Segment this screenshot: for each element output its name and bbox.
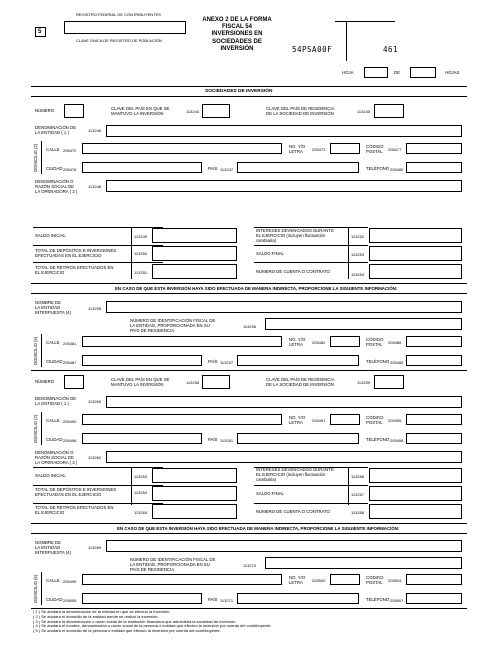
clave-pais-residencia-label — [266, 378, 334, 388]
pais-label: PAÍS — [208, 597, 218, 602]
no-letra-label — [289, 576, 305, 586]
label-line: LA ENTIDAD — [35, 544, 61, 550]
pais-field[interactable] — [237, 593, 359, 604]
calle-label: CALLE — [46, 578, 60, 583]
code: 113263 — [134, 474, 148, 479]
title-line-5: INVERSIÓN — [220, 45, 254, 52]
label-line: DENOMINACIÓN O — [35, 450, 74, 455]
hojas-total-field[interactable] — [410, 67, 436, 78]
label-line: MANTUVO LA INVERSIÓN — [111, 110, 164, 116]
codigo-postal-field[interactable] — [406, 143, 462, 154]
code: 113245 — [357, 109, 371, 114]
ciudad-field[interactable] — [82, 593, 202, 604]
label-line: DENOMINACIÓN DE — [35, 125, 77, 130]
denominacion-entidad-label — [35, 126, 76, 136]
code: 113269 — [88, 545, 102, 550]
grid-rule — [254, 262, 368, 263]
indirect-banner: EN CASO DE QUE ESTA INVERSIÓN HAYA SIDO EFECTUADA DE MANERA INDIRECTA, PROPORCIONE LA SIGUIENTE INFORMACIÓN: — [115, 286, 398, 291]
header-stamp-bar — [335, 21, 395, 22]
total-retiros-field[interactable] — [152, 264, 237, 279]
handwritten-code: 54PSA00F — [292, 45, 333, 54]
numero-field[interactable] — [64, 104, 84, 118]
pais-field[interactable] — [237, 433, 359, 444]
grid-rule — [33, 262, 163, 263]
label-line: EFECTUADAS EN EL EJERCICIO — [35, 252, 102, 258]
footnote: ( 4 ) Se anotará el nombre, denominación o razón social de la persona o entidad que efectuó la inversión por cuenta del contribuyente. — [33, 623, 272, 629]
pais-field[interactable] — [237, 355, 359, 366]
code: 113265 — [134, 510, 148, 515]
denominacion-entidad-field[interactable] — [106, 396, 462, 408]
footnotes — [33, 610, 272, 634]
numero-identificacion-label — [130, 558, 215, 573]
code: 205490 — [63, 419, 77, 424]
hojas-label: HOJAS — [445, 70, 460, 75]
total-depositos-label — [35, 488, 116, 498]
telefono-field[interactable] — [406, 355, 462, 366]
numero-cuenta-label: NÚMERO DE CUENTA O CONTRATO — [256, 509, 331, 514]
code: 205498 — [390, 438, 404, 443]
calle-label: CALLE — [46, 147, 60, 152]
numero-identificacion-label — [130, 319, 215, 334]
label-line: CÓDIGO — [366, 337, 384, 342]
no-letra-label — [289, 145, 305, 155]
label-line: LA ENTIDAD ( 1 ) — [35, 400, 69, 406]
numero-label: NÚMERO — [35, 379, 55, 384]
label-line: NO. Y/O — [289, 337, 306, 342]
code: 113244 — [186, 109, 200, 114]
label-line: CÓDIGO — [366, 415, 384, 420]
denominacion-entidad-field[interactable] — [106, 125, 462, 137]
label-line: EFECTUADAS EN EL EJERCICIO — [35, 491, 102, 497]
label-line: LA ENTIDAD, PROPORCIONADA EN SU — [130, 322, 210, 328]
code: 113251 — [134, 270, 148, 275]
indirect-rule — [31, 293, 467, 294]
label-line: RAZÓN SOCIAL DE — [35, 454, 74, 460]
de-label: DE — [394, 70, 400, 75]
title-line-1: ANEXO 2 DE LA FORMA — [202, 17, 272, 23]
clave-pais-invierte-field[interactable] — [202, 375, 230, 389]
indirect-rule — [31, 523, 467, 524]
label-line: PAÍS DE RESIDENCIA. — [130, 566, 176, 572]
label-line: INTERESES DEVENGADOS DURANTE — [256, 228, 334, 233]
code: 113250 — [134, 251, 148, 256]
label-line: RAZÓN SOCIAL DE — [35, 183, 74, 189]
grid-rule — [131, 467, 132, 505]
total-retiros-field[interactable] — [152, 504, 237, 519]
block-separator — [31, 370, 467, 371]
label-line: LA ENTIDAD — [35, 304, 61, 310]
telefono-label: TELÉFONO — [366, 437, 390, 442]
form-number: 5 — [38, 29, 42, 35]
label-line: LA ENTIDAD, PROPORCIONADA EN SU — [130, 561, 210, 567]
grid-rule — [33, 467, 163, 468]
label-line: DENOMINACIÓN O — [35, 179, 74, 184]
ciudad-label: CIUDAD — [46, 166, 63, 171]
rfc-label: REGISTRO FEDERAL DE CONTRIBUYENTES — [76, 12, 161, 17]
intereses-field[interactable] — [369, 228, 462, 243]
indirect-rule — [31, 533, 467, 534]
label-line: CLAVE DEL PAÍS DE RESIDENCIA — [266, 106, 335, 111]
label-line: CÓDIGO — [366, 144, 384, 149]
label-line: POSTAL — [366, 419, 383, 425]
label-line: EL EJERCICIO — [35, 269, 65, 275]
grid-rule — [131, 227, 132, 279]
code: 113261 — [220, 438, 234, 443]
label-line: LA OPERADORA ( 3 ) — [35, 459, 78, 465]
calle-field[interactable] — [82, 414, 282, 425]
codigo-postal-field[interactable] — [406, 574, 462, 585]
label-line: NOMBRE DE — [35, 300, 62, 305]
label-line: INTERPUESTA (4) — [35, 549, 71, 555]
section-top-rule — [31, 86, 467, 87]
ciudad-label: CIUDAD — [46, 597, 63, 602]
codigo-postal-field[interactable] — [406, 336, 462, 347]
numero-cuenta-field[interactable] — [369, 504, 462, 519]
code: 113262 — [88, 455, 102, 460]
footnote: ( 5 ) Se anotará el domicilio de la persona o entidad que efectuó la inversión por cuenta del contribuyente. — [33, 628, 221, 634]
grid-rule — [33, 227, 163, 228]
saldo-inicial-label: SALDO INICIAL — [35, 233, 66, 238]
code: 205500 — [312, 578, 326, 583]
section-title: SOCIEDADES DE INVERSIÓN — [205, 89, 273, 94]
grid-rule — [33, 503, 163, 504]
calle-field[interactable] — [82, 143, 282, 154]
code: 205507 — [390, 598, 404, 603]
saldo-inicial-field[interactable] — [152, 228, 237, 243]
label-line: NÚMERO DE IDENTIFICACIÓN FISCAL DE — [130, 318, 216, 323]
hoja-label: HOJA — [342, 70, 354, 75]
total-depositos-label — [35, 249, 116, 259]
numero-label: NÚMERO — [35, 108, 55, 113]
grid-rule — [348, 227, 349, 279]
footnote: ( 1 ) Se anotará la denominación de la entidad en que se efectuó la inversión. — [33, 609, 171, 614]
code: 205481 — [63, 341, 77, 346]
code: 113268 — [351, 510, 365, 515]
code: 205477 — [388, 147, 402, 152]
code: 113264 — [134, 490, 148, 495]
calle-field[interactable] — [82, 336, 282, 347]
code: 113254 — [351, 272, 365, 277]
intereses-label — [256, 229, 334, 244]
indirect-rule — [31, 283, 467, 284]
no-letra-label — [289, 338, 305, 348]
pais-label: PAÍS — [208, 359, 218, 364]
code: 205499 — [63, 579, 77, 584]
title-line-2: FISCAL 54 — [222, 24, 252, 31]
nombre-interpuesta-field[interactable] — [106, 540, 462, 552]
hoja-field[interactable] — [364, 67, 388, 78]
telefono-field[interactable] — [406, 162, 462, 173]
label-line: NO. Y/O — [289, 575, 306, 580]
pais-field[interactable] — [237, 162, 359, 173]
grid-rule — [254, 503, 368, 504]
clave-pais-residencia-field[interactable] — [374, 375, 404, 389]
ciudad-field[interactable] — [82, 433, 202, 444]
label-line: DENOMINACIÓN DE — [35, 396, 77, 401]
total-retiros-label — [35, 506, 113, 516]
label-line: LA OPERADORA ( 3 ) — [35, 188, 78, 194]
label-line: LETRA — [289, 341, 303, 347]
handwritten-number: 461 — [383, 45, 399, 54]
indirect-banner: EN CASO DE QUE ESTA INVERSIÓN HAYA SIDO EFECTUADA DE MANERA INDIRECTA, PROPORCIONE LA SIGUIENTE INFORMACIÓN: — [117, 526, 400, 531]
ciudad-field[interactable] — [82, 355, 202, 366]
saldo-final-label: SALDO FINAL — [256, 251, 284, 256]
domicilio-2-label: DOMICILIO (2) — [33, 414, 38, 443]
header-stamp-stem — [346, 21, 347, 61]
code: 113259 — [357, 380, 371, 385]
clave-pais-invierte-label — [111, 378, 169, 388]
code: 205472 — [63, 148, 77, 153]
saldo-inicial-field[interactable] — [152, 468, 237, 483]
code: 113252 — [351, 234, 365, 239]
label-line: TOTAL DE DEPÓSITOS E INVERSIONES — [35, 248, 117, 253]
grid-rule — [33, 485, 163, 486]
ciudad-field[interactable] — [82, 162, 202, 173]
label-line: EL EJERCICIO (incluyen fluctuación — [256, 232, 326, 238]
label-line: LETRA — [289, 579, 303, 585]
no-letra-field[interactable] — [330, 574, 360, 585]
domicilio-5-label: DOMICILIO (5) — [33, 574, 38, 603]
total-retiros-label — [35, 266, 113, 276]
calle-label: CALLE — [46, 418, 60, 423]
label-line: LA ENTIDAD ( 1 ) — [35, 129, 69, 135]
curp-label: CLAVE ÚNICA DE REGISTRO DE POBLACIÓN — [76, 38, 162, 43]
title-line-3: INVERSIONES EN — [211, 31, 263, 38]
label-line: NOMBRE DE — [35, 540, 62, 545]
no-letra-field[interactable] — [330, 143, 360, 154]
code: 113255 — [88, 306, 102, 311]
code: 113267 — [351, 492, 365, 497]
label-line: CLAVE DEL PAÍS EN QUE SE — [111, 106, 170, 111]
ciudad-label: CIUDAD — [46, 437, 63, 442]
code: 113266 — [351, 474, 365, 479]
grid-rule — [348, 467, 349, 505]
label-line: POSTAL — [366, 579, 383, 585]
code: 205480 — [390, 167, 404, 172]
footnote: ( 3 ) Se anotará la denominación o razón social de la institución financiera que administra la sociedad de inversión. — [33, 618, 237, 624]
label-line: EL EJERCICIO — [35, 509, 65, 515]
code: 113260 — [88, 399, 102, 404]
total-depositos-field[interactable] — [152, 486, 237, 501]
rfc-field[interactable] — [64, 21, 186, 34]
label-line: INTERESES DEVENGADOS DURANTE — [256, 467, 334, 472]
code: 113271 — [220, 598, 234, 603]
label-line: DE LA SOCIEDAD DE INVERSIÓN — [266, 110, 334, 116]
domicilio-divider — [41, 334, 42, 367]
code: 113249 — [134, 234, 148, 239]
numero-cuenta-label: NÚMERO DE CUENTA O CONTRATO — [256, 269, 331, 274]
pais-label: PAÍS — [208, 166, 218, 171]
domicilio-divider — [41, 412, 42, 445]
code: 205489 — [390, 360, 404, 365]
code: 205505 — [63, 598, 77, 603]
label-line: NO. Y/O — [289, 144, 306, 149]
label-line: LETRA — [289, 148, 303, 154]
code: 113246 — [88, 128, 102, 133]
denominacion-operadora-field[interactable] — [106, 180, 462, 192]
code: 205496 — [63, 438, 77, 443]
domicilio-5-label: DOMICILIO (5) — [33, 336, 38, 365]
clave-pais-invierte-field[interactable] — [202, 104, 230, 118]
telefono-label: TELÉFONO — [366, 359, 390, 364]
footnote: ( 2 ) Se anotará el domicilio de la entidad donde se realizó la inversión. — [33, 613, 159, 619]
telefono-field[interactable] — [406, 433, 462, 444]
grid-rule — [33, 245, 163, 246]
code: 113270 — [243, 563, 257, 568]
calle-label: CALLE — [46, 340, 60, 345]
clave-pais-invierte-label — [111, 107, 169, 117]
label-line: EL EJERCICIO (incluyen fluctuación — [256, 471, 326, 477]
codigo-postal-field[interactable] — [406, 414, 462, 425]
numero-identificacion-field[interactable] — [265, 318, 462, 330]
code: 205482 — [312, 340, 326, 345]
no-letra-label — [289, 416, 305, 426]
label-line: CLAVE DEL PAÍS DE RESIDENCIA — [266, 377, 335, 382]
denominacion-entidad-label — [35, 397, 76, 407]
telefono-label: TELÉFONO — [366, 166, 390, 171]
saldo-final-label: SALDO FINAL — [256, 491, 284, 496]
code: 113258 — [186, 380, 200, 385]
title-line-4: SOCIEDADES DE — [212, 38, 262, 45]
code: 113253 — [351, 252, 365, 257]
intereses-label — [256, 468, 334, 483]
code: 205491 — [312, 418, 326, 423]
label-line: DE LA SOCIEDAD DE INVERSIÓN — [266, 381, 334, 387]
code: 205473 — [312, 147, 326, 152]
denominacion-operadora-label — [35, 451, 77, 466]
label-line: MANTUVO LA INVERSIÓN — [111, 381, 164, 387]
nombre-interpuesta-label — [35, 541, 71, 556]
codigo-postal-label — [366, 416, 383, 426]
telefono-field[interactable] — [406, 593, 462, 604]
code: 205478 — [63, 167, 77, 172]
telefono-label: TELÉFONO — [366, 597, 390, 602]
code: 205487 — [63, 360, 77, 365]
label-line: POSTAL — [366, 341, 383, 347]
saldo-final-field[interactable] — [369, 486, 462, 501]
code: 205504 — [388, 578, 402, 583]
clave-pais-residencia-label — [266, 107, 334, 117]
label-line: TOTAL DE DEPÓSITOS E INVERSIONES — [35, 487, 117, 492]
label-line: PAÍS DE RESIDENCIA. — [130, 327, 176, 333]
domicilio-2-label: DOMICILIO (2) — [33, 143, 38, 172]
denominacion-operadora-field[interactable] — [106, 451, 462, 463]
label-line: POSTAL — [366, 148, 383, 154]
pais-label: PAÍS — [208, 437, 218, 442]
saldo-final-field[interactable] — [369, 246, 462, 261]
codigo-postal-label — [366, 338, 383, 348]
numero-field[interactable] — [64, 375, 84, 389]
code: 205495 — [388, 418, 402, 423]
grid-rule — [254, 485, 368, 486]
domicilio-divider — [41, 572, 42, 605]
domicilio-divider — [41, 141, 42, 174]
calle-field[interactable] — [82, 574, 282, 585]
nombre-interpuesta-field[interactable] — [106, 301, 462, 313]
label-line: LETRA — [289, 419, 303, 425]
label-line: NO. Y/O — [289, 415, 306, 420]
total-depositos-field[interactable] — [152, 246, 237, 261]
label-line: CÓDIGO — [366, 575, 384, 580]
no-letra-field[interactable] — [330, 336, 360, 347]
no-letra-field[interactable] — [330, 414, 360, 425]
label-line: INTERPUESTA (4) — [35, 309, 71, 315]
code: 113256 — [243, 324, 257, 329]
label-line: NÚMERO DE IDENTIFICACIÓN FISCAL DE — [130, 557, 216, 562]
numero-identificacion-field[interactable] — [265, 557, 462, 569]
grid-rule — [254, 245, 368, 246]
code: 113248 — [88, 184, 102, 189]
label-line: TOTAL DE RETIROS EFECTUADOS EN — [35, 505, 114, 510]
section-bottom-rule — [31, 96, 467, 97]
code: 205486 — [388, 340, 402, 345]
label-line: TOTAL DE RETIROS EFECTUADOS EN — [35, 265, 114, 270]
label-line: cambiaria) — [256, 476, 277, 482]
nombre-interpuesta-label — [35, 301, 71, 316]
codigo-postal-label — [366, 576, 383, 586]
code: 113247 — [220, 167, 234, 172]
saldo-inicial-label: SALDO INICIAL — [35, 473, 66, 478]
numero-cuenta-field[interactable] — [369, 264, 462, 279]
label-line: CLAVE DEL PAÍS EN QUE SE — [111, 377, 170, 382]
intereses-field[interactable] — [369, 468, 462, 483]
clave-pais-residencia-field[interactable] — [374, 104, 404, 118]
label-line: cambiaria) — [256, 237, 277, 243]
code: 113257 — [220, 360, 234, 365]
ciudad-label: CIUDAD — [46, 359, 63, 364]
form-title — [196, 17, 278, 53]
denominacion-operadora-label — [35, 180, 77, 195]
codigo-postal-label — [366, 145, 383, 155]
